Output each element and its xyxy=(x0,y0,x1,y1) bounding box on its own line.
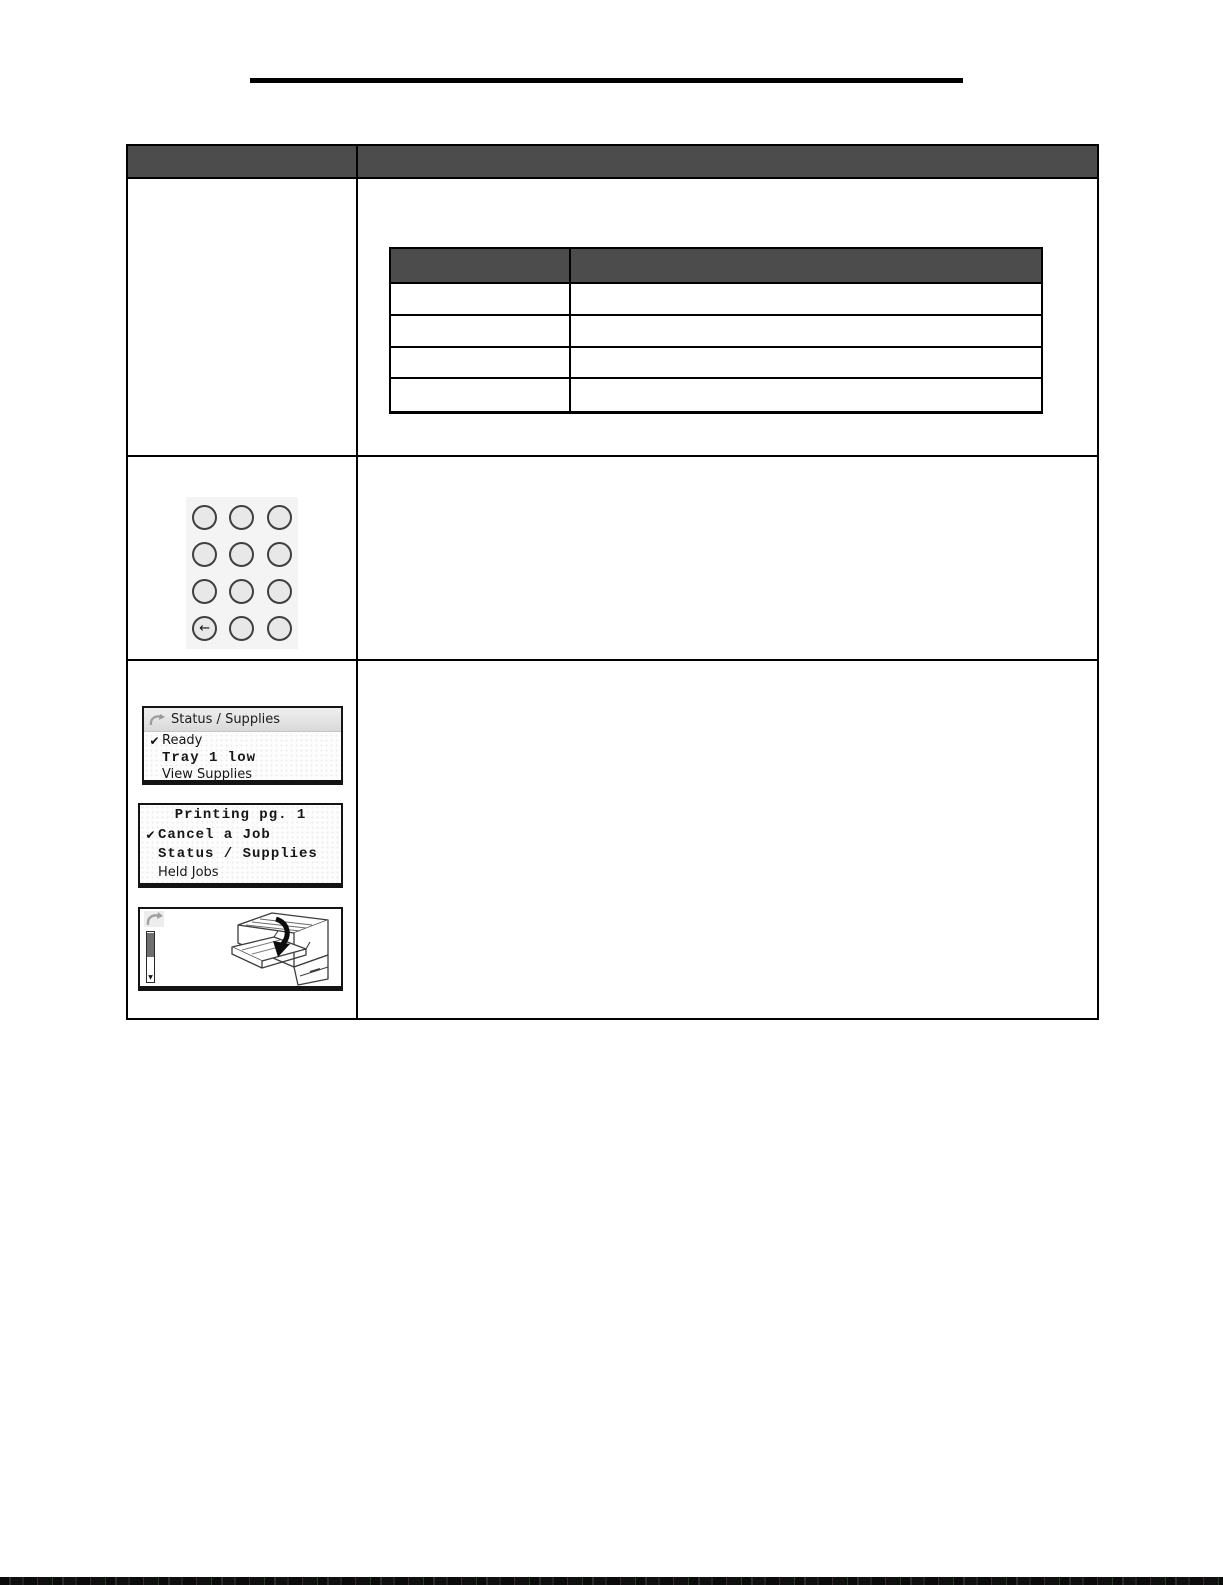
keypad-key xyxy=(229,542,254,567)
lcd2-item-cancel-job xyxy=(140,825,341,844)
lcd2-item-status-supplies xyxy=(140,844,341,863)
scrollbar-thumb xyxy=(147,933,154,957)
nested-table-row1-left xyxy=(391,284,571,316)
printer-figure-panel xyxy=(138,907,343,991)
nested-table-row4-right xyxy=(571,379,1041,411)
nested-table-row4-left xyxy=(391,379,571,411)
keypad-key xyxy=(267,579,292,604)
lcd1-item-ready xyxy=(144,732,341,749)
lcd1-item-view-supplies xyxy=(144,766,341,783)
top-rule xyxy=(250,78,963,83)
lcd1-title: Status / Supplies xyxy=(171,712,281,727)
lcd2-item-label: Cancel a Job xyxy=(158,826,271,843)
main-table-row2-right xyxy=(358,457,1097,661)
main-table-row1-left xyxy=(128,179,358,457)
nested-table-header-right xyxy=(571,249,1041,284)
scan-noise-artifact xyxy=(0,1577,1223,1585)
keypad-key xyxy=(192,579,217,604)
main-table-header-left xyxy=(128,146,358,179)
return-arrow-icon xyxy=(148,713,166,727)
lcd1-item-label: Ready xyxy=(162,733,203,748)
check-icon: ✔ xyxy=(145,827,156,842)
printer-illustration xyxy=(160,909,340,987)
lcd2-item-held-jobs xyxy=(140,863,341,882)
lcd2-status-message: Printing pg. 1 xyxy=(174,807,307,823)
scrollbar-down-icon: ▼ xyxy=(148,974,153,981)
lcd2-item-label: Held Jobs xyxy=(158,865,219,880)
keypad-key xyxy=(267,542,292,567)
keypad-key xyxy=(192,542,217,567)
keypad-key xyxy=(229,505,254,530)
nested-table-row2-right xyxy=(571,316,1041,348)
keypad-figure xyxy=(186,497,298,649)
keypad-key xyxy=(267,616,292,641)
lcd-screen-status-supplies xyxy=(142,706,343,785)
lcd1-titlebar xyxy=(144,708,341,732)
keypad-key xyxy=(229,579,254,604)
nested-table-row2-left xyxy=(391,316,571,348)
scrollbar xyxy=(146,931,155,983)
keypad-backspace-key xyxy=(192,616,217,641)
nested-table-row3-left xyxy=(391,348,571,380)
nested-table-row3-right xyxy=(571,348,1041,380)
main-table-header-right xyxy=(358,146,1097,179)
keypad-key xyxy=(267,505,292,530)
nested-table xyxy=(389,247,1043,414)
lcd1-item-label: Tray 1 low xyxy=(162,749,257,766)
keypad-key xyxy=(229,616,254,641)
main-table-row3-right xyxy=(358,661,1097,1018)
nested-table-header-left xyxy=(391,249,571,284)
lcd1-item-tray1low xyxy=(144,749,341,766)
check-icon: ✔ xyxy=(149,733,160,748)
lcd-screen-printing-menu xyxy=(138,803,343,888)
nested-table-row1-right xyxy=(571,284,1041,316)
lcd2-item-label: Status / Supplies xyxy=(158,845,318,862)
backspace-icon: ← xyxy=(199,621,211,636)
lcd1-item-label: View Supplies xyxy=(162,767,252,782)
keypad-key xyxy=(192,505,217,530)
